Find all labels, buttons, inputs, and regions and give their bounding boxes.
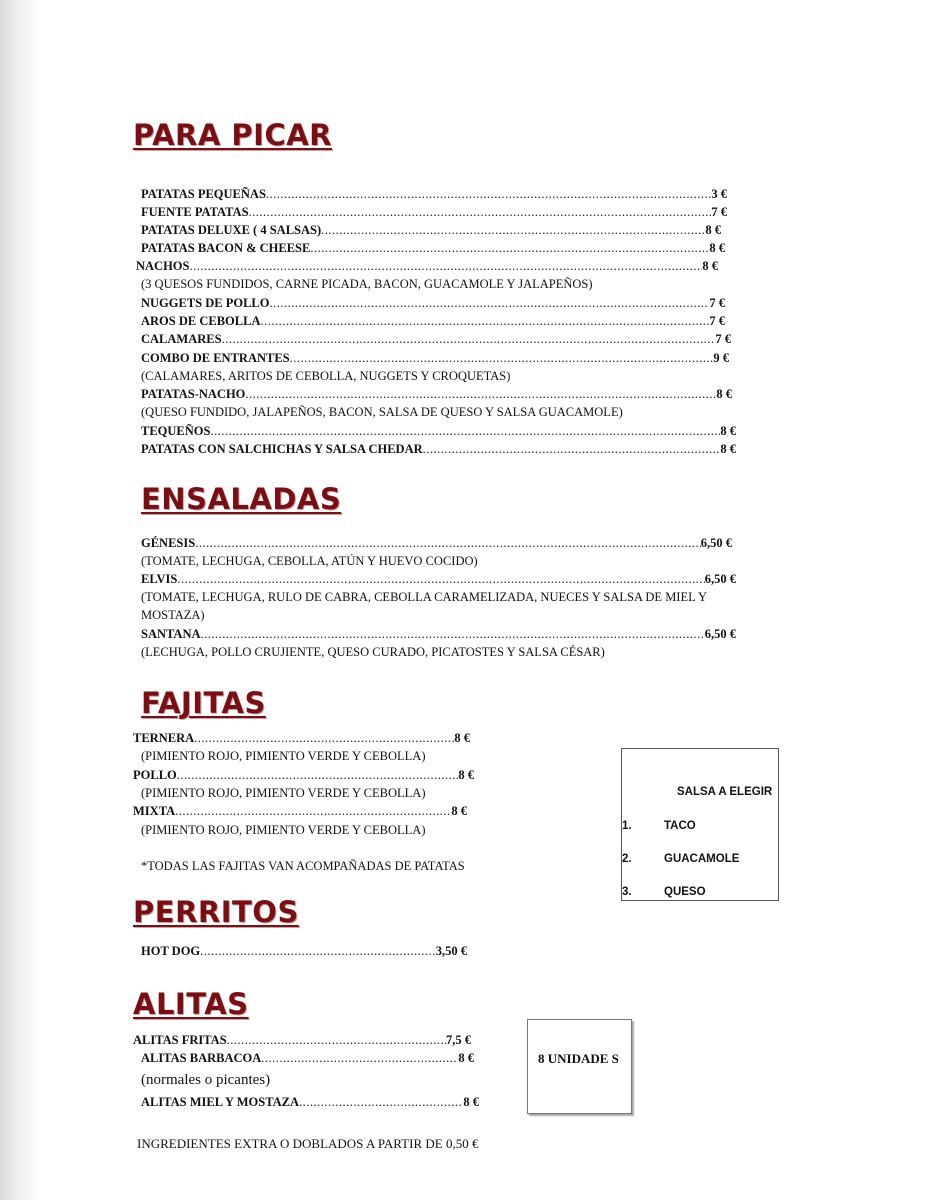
- item-name: POLLO: [133, 768, 177, 782]
- fajitas-note: *TODAS LAS FAJITAS VAN ACOMPAÑADAS DE PATATAS: [141, 859, 465, 873]
- item-price: 8 €: [709, 241, 725, 255]
- units-box: [527, 1019, 632, 1114]
- item-price: 8 €: [720, 424, 736, 438]
- menu-item: [141, 423, 736, 439]
- item-price: 8 €: [458, 768, 474, 782]
- item-price: 8 €: [705, 223, 721, 237]
- item-price: 6,50 €: [704, 572, 736, 586]
- item-name: PATATAS DELUXE ( 4 SALSAS): [141, 223, 322, 237]
- menu-item: [141, 386, 732, 402]
- section-title-alitas: ALITAS: [133, 987, 249, 1021]
- item-price: 7 €: [711, 205, 727, 219]
- item-name: NACHOS: [136, 259, 190, 273]
- item-name: AROS DE CEBOLLA: [141, 314, 261, 328]
- menu-item: [141, 571, 736, 587]
- item-price: 3 €: [711, 187, 727, 201]
- menu-item: [141, 240, 725, 256]
- item-name: PATATAS PEQUEÑAS: [141, 187, 266, 201]
- item-description: (QUESO FUNDIDO, JALAPEÑOS, BACON, SALSA DE QUESO Y SALSA GUACAMOLE): [141, 405, 623, 419]
- salsa-option-label: QUESO: [664, 886, 706, 898]
- salsa-option-number: 2.: [622, 853, 632, 865]
- menu-item: [141, 331, 731, 347]
- menu-item: [141, 441, 736, 457]
- item-description-continued: MOSTAZA): [141, 608, 205, 622]
- salsa-option-number: 3.: [622, 886, 632, 898]
- item-price: 8 €: [454, 731, 470, 745]
- menu-item: [141, 1094, 479, 1110]
- menu-item: [133, 730, 470, 746]
- item-name: PATATAS-NACHO: [141, 387, 246, 401]
- menu-item: [141, 204, 727, 220]
- item-name: SANTANA: [141, 627, 201, 641]
- page-edge-shadow: [0, 0, 40, 1200]
- item-description: (CALAMARES, ARITOS DE CEBOLLA, NUGGETS Y CROQUETAS): [141, 369, 511, 383]
- item-price: 9 €: [713, 351, 729, 365]
- item-description: (TOMATE, LECHUGA, RULO DE CABRA, CEBOLLA CARAMELIZADA, NUECES Y SALSA DE MIEL Y: [141, 590, 707, 604]
- menu-item: [141, 295, 725, 311]
- menu-item: [141, 626, 736, 642]
- item-name: ALITAS MIEL Y MOSTAZA: [141, 1095, 300, 1109]
- item-description: (normales o picantes): [141, 1072, 271, 1088]
- item-price: 8 €: [720, 442, 736, 456]
- menu-item: [133, 1032, 471, 1048]
- menu-item: [141, 186, 727, 202]
- item-name: COMBO DE ENTRANTES: [141, 351, 290, 365]
- salsa-option-label: GUACAMOLE: [664, 853, 740, 865]
- item-price: 8 €: [702, 259, 718, 273]
- item-name: HOT DOG: [141, 944, 201, 958]
- item-price: 8 €: [451, 804, 467, 818]
- item-name: GÉNESIS: [141, 536, 196, 550]
- item-price: 7 €: [709, 314, 725, 328]
- item-name: TERNERA: [133, 731, 195, 745]
- menu-item: [141, 535, 732, 551]
- item-description: (PIMIENTO ROJO, PIMIENTO VERDE Y CEBOLLA): [141, 749, 426, 763]
- item-price: 7 €: [715, 332, 731, 346]
- units-label: 8 UNIDADE S: [538, 1051, 619, 1066]
- item-price: 7,5 €: [446, 1033, 471, 1047]
- item-name: ALITAS BARBACOA: [141, 1051, 262, 1065]
- item-price: 7 €: [709, 296, 725, 310]
- menu-item: [141, 350, 729, 366]
- menu-item: [133, 803, 467, 819]
- item-name: MIXTA: [133, 804, 176, 818]
- item-price: 3,50 €: [435, 944, 467, 958]
- item-name: PATATAS BACON & CHEESE: [141, 241, 311, 255]
- item-name: CALAMARES: [141, 332, 222, 346]
- item-name: TEQUEÑOS: [141, 424, 211, 438]
- item-name: NUGGETS DE POLLO: [141, 296, 270, 310]
- item-description: (PIMIENTO ROJO, PIMIENTO VERDE Y CEBOLLA): [141, 786, 426, 800]
- item-price: 8 €: [463, 1095, 479, 1109]
- salsa-box-title: SALSA A ELEGIR: [677, 786, 773, 798]
- menu-item: [133, 767, 474, 783]
- menu-item: [141, 222, 721, 238]
- salsa-box: [621, 748, 779, 901]
- item-price: 8 €: [458, 1051, 474, 1065]
- item-price: 6,50 €: [700, 536, 732, 550]
- item-name: ALITAS FRITAS: [133, 1033, 227, 1047]
- item-price: 6,50 €: [704, 627, 736, 641]
- item-name: ELVIS: [141, 572, 178, 586]
- menu-item: [136, 258, 718, 274]
- menu-item: [141, 313, 725, 329]
- section-title-perritos: PERRITOS: [133, 895, 299, 929]
- menu-item: [141, 1050, 474, 1066]
- item-description: (3 QUESOS FUNDIDOS, CARNE PICADA, BACON, GUACAMOLE Y JALAPEÑOS): [141, 277, 593, 291]
- item-description: (LECHUGA, POLLO CRUJIENTE, QUESO CURADO, PICATOSTES Y SALSA CÉSAR): [141, 645, 605, 659]
- item-description: (PIMIENTO ROJO, PIMIENTO VERDE Y CEBOLLA): [141, 823, 426, 837]
- salsa-option-number: 1.: [622, 820, 632, 832]
- item-name: FUENTE PATATAS: [141, 205, 249, 219]
- salsa-option-label: TACO: [664, 820, 696, 832]
- section-title-fajitas: FAJITAS: [141, 686, 266, 720]
- footer-note: INGREDIENTES EXTRA O DOBLADOS A PARTIR DE 0,50 €: [137, 1136, 479, 1151]
- section-title-para-picar: PARA PICAR: [133, 118, 333, 152]
- menu-item: [141, 943, 467, 959]
- item-description: (TOMATE, LECHUGA, CEBOLLA, ATÚN Y HUEVO COCIDO): [141, 554, 478, 568]
- section-title-ensaladas: ENSALADAS: [141, 482, 342, 516]
- item-name: PATATAS CON SALCHICHAS Y SALSA CHEDAR: [141, 442, 423, 456]
- item-price: 8 €: [716, 387, 732, 401]
